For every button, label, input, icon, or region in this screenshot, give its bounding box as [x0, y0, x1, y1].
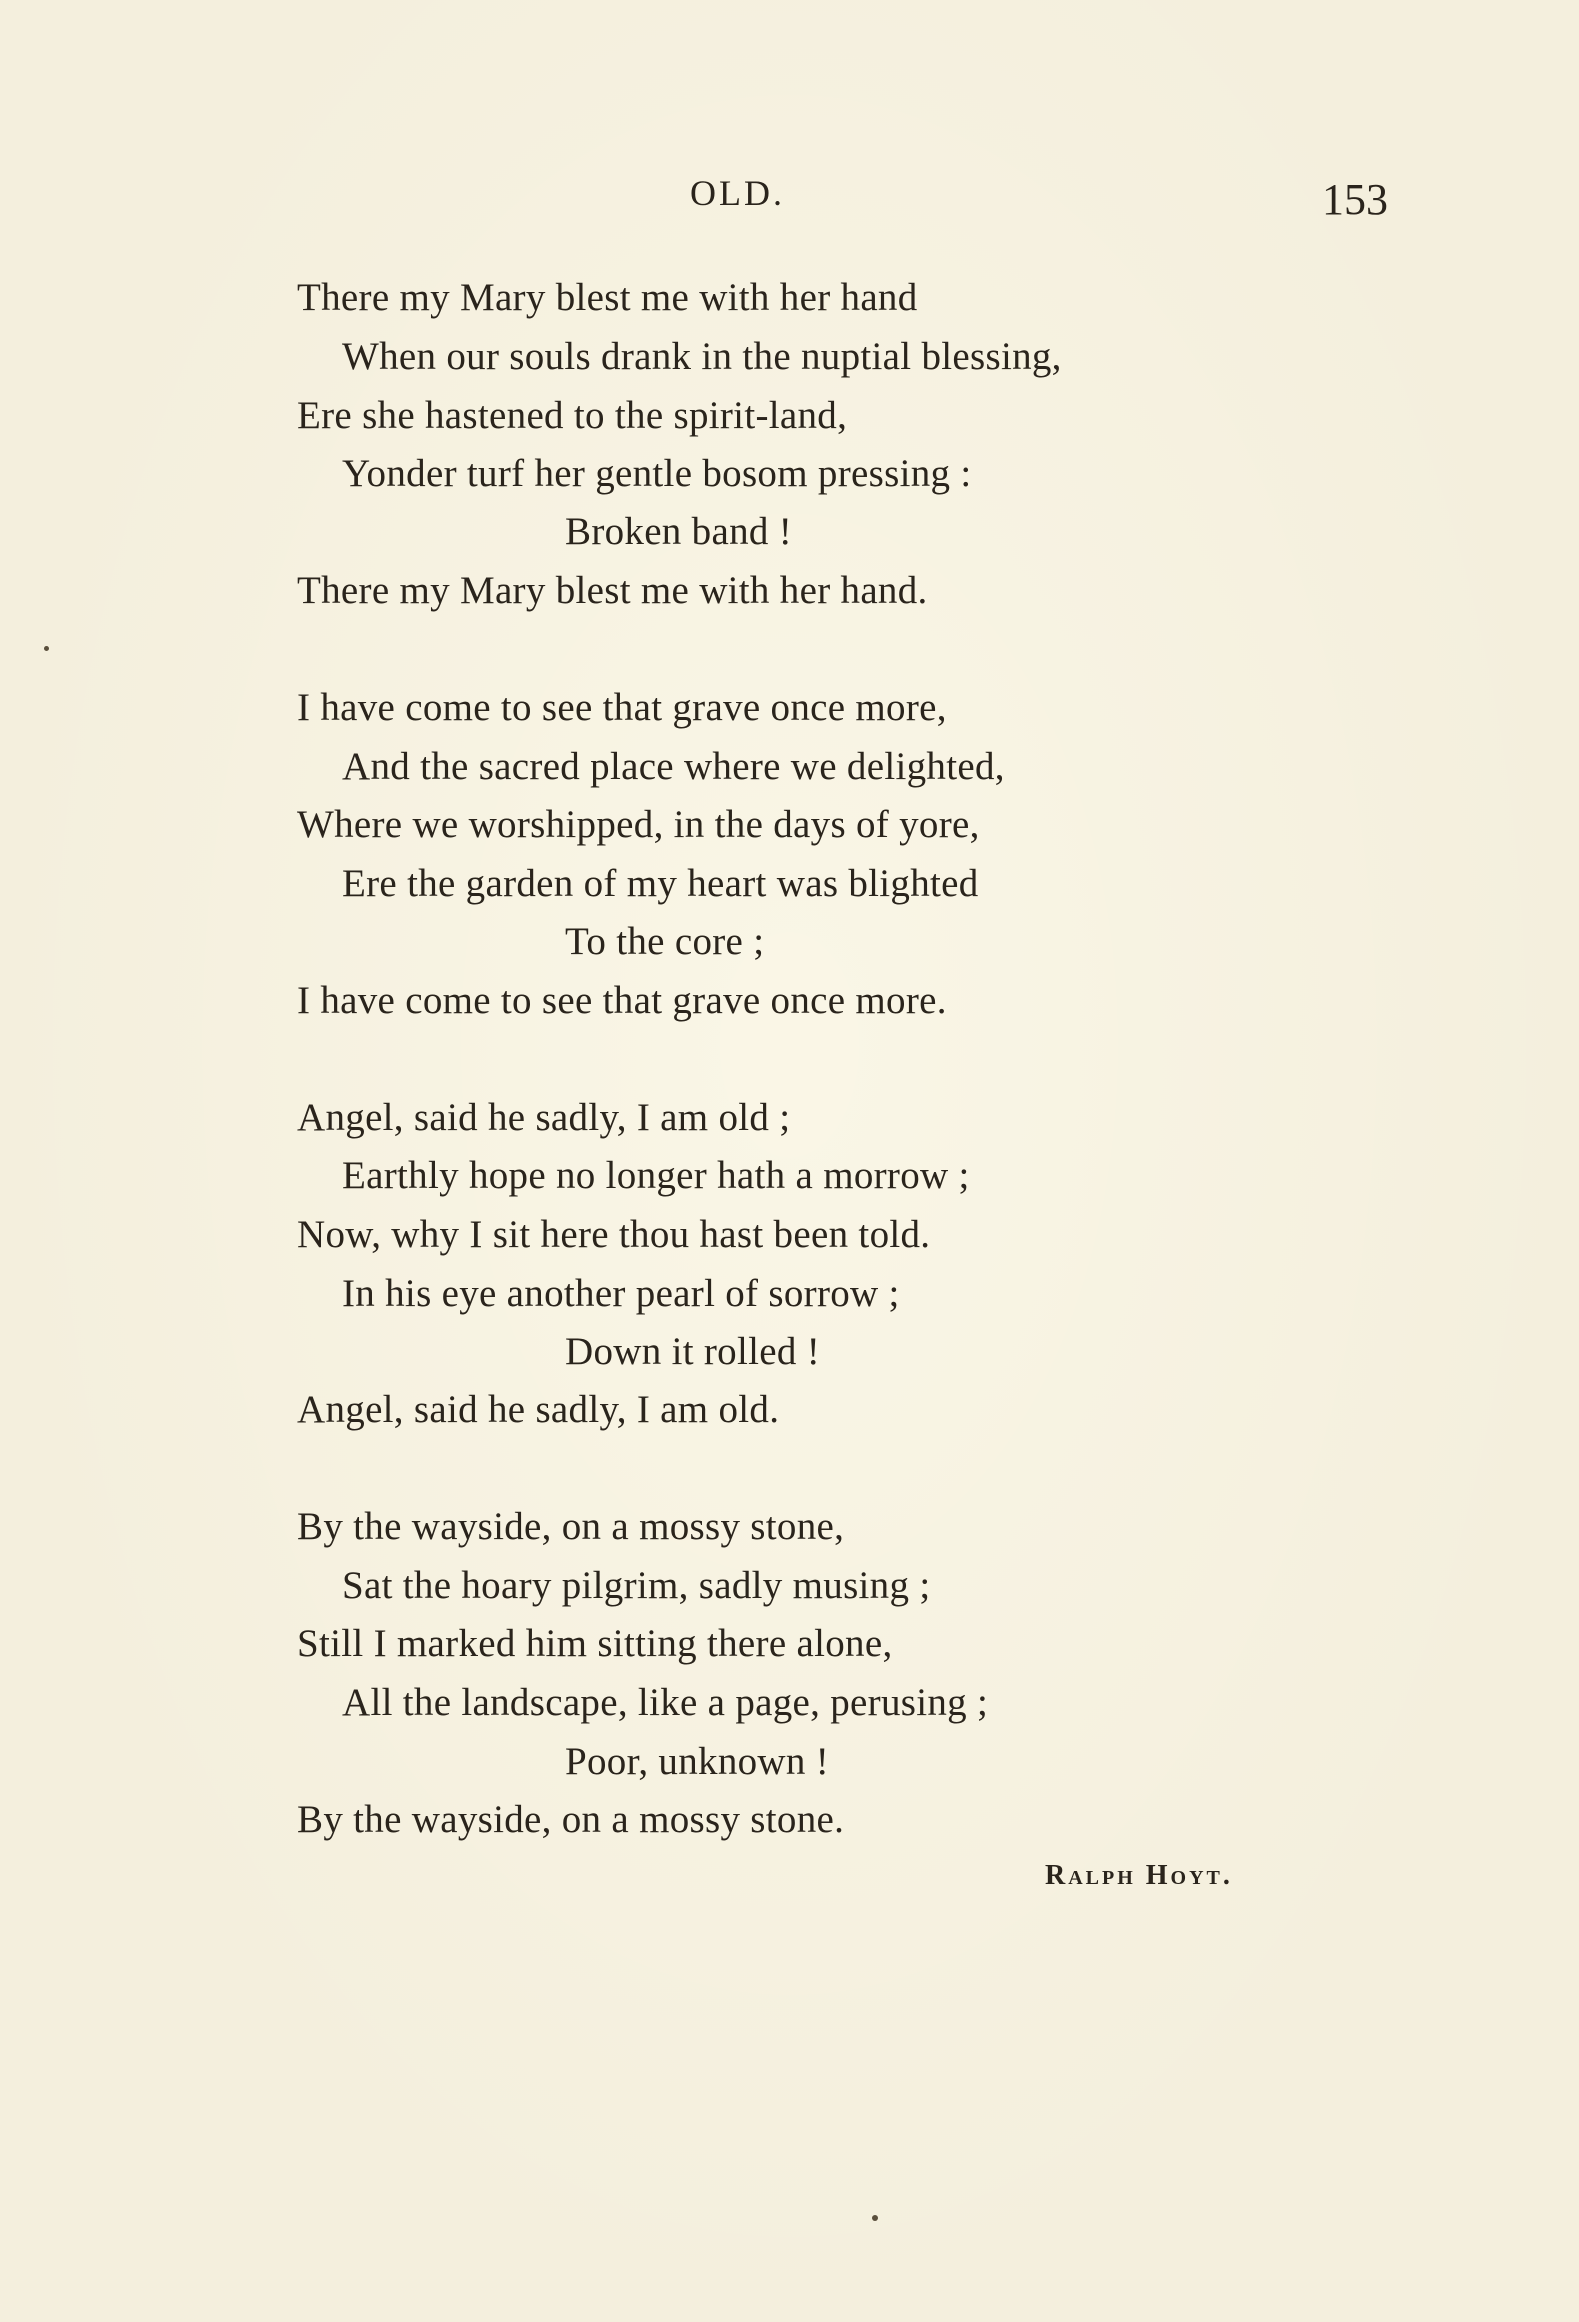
poem-line: I have come to see that grave once more. [297, 979, 947, 1022]
poem-line: And the sacred place where we delighted, [342, 745, 1005, 788]
poem-line: Angel, said he sadly, I am old. [297, 1388, 780, 1431]
poem-line: When our souls drank in the nuptial blessing, [342, 335, 1062, 378]
poem-line: Still I marked him sitting there alone, [297, 1622, 893, 1665]
poem-line: By the wayside, on a mossy stone, [297, 1505, 845, 1548]
poem-line: Earthly hope no longer hath a morrow ; [342, 1154, 970, 1197]
poem-line: Angel, said he sadly, I am old ; [297, 1096, 791, 1139]
poem-line: Where we worshipped, in the days of yore, [297, 803, 980, 846]
running-head [0, 172, 1579, 232]
running-title: OLD. [690, 173, 785, 213]
poem-line: By the wayside, on a mossy stone. [297, 1798, 845, 1841]
poem-line: There my Mary blest me with her hand. [297, 569, 928, 612]
poem-refrain: Down it rolled ! [565, 1330, 821, 1373]
page-number: 153 [1322, 175, 1388, 224]
poem-line: There my Mary blest me with her hand [297, 276, 918, 319]
poem-line: All the landscape, like a page, perusing ; [342, 1681, 989, 1724]
poem-line: Sat the hoary pilgrim, sadly musing ; [342, 1564, 931, 1607]
poem-line: Ere she hastened to the spirit-land, [297, 394, 848, 437]
poem-line: Now, why I sit here thou hast been told. [297, 1213, 931, 1256]
poem-refrain: Poor, unknown ! [565, 1740, 830, 1783]
poem-line: In his eye another pearl of sorrow ; [342, 1272, 900, 1315]
poem-line: Ere the garden of my heart was blighted [342, 862, 979, 905]
poem-refrain: Broken band ! [565, 510, 793, 553]
poem-line: I have come to see that grave once more, [297, 686, 947, 729]
poem-refrain: To the core ; [565, 920, 765, 963]
poem-line: Yonder turf her gentle bosom pressing : [342, 452, 972, 495]
author-attribution: Ralph Hoyt. [1045, 1860, 1233, 1891]
paper-speck [44, 646, 49, 651]
paper-speck [872, 2215, 878, 2221]
